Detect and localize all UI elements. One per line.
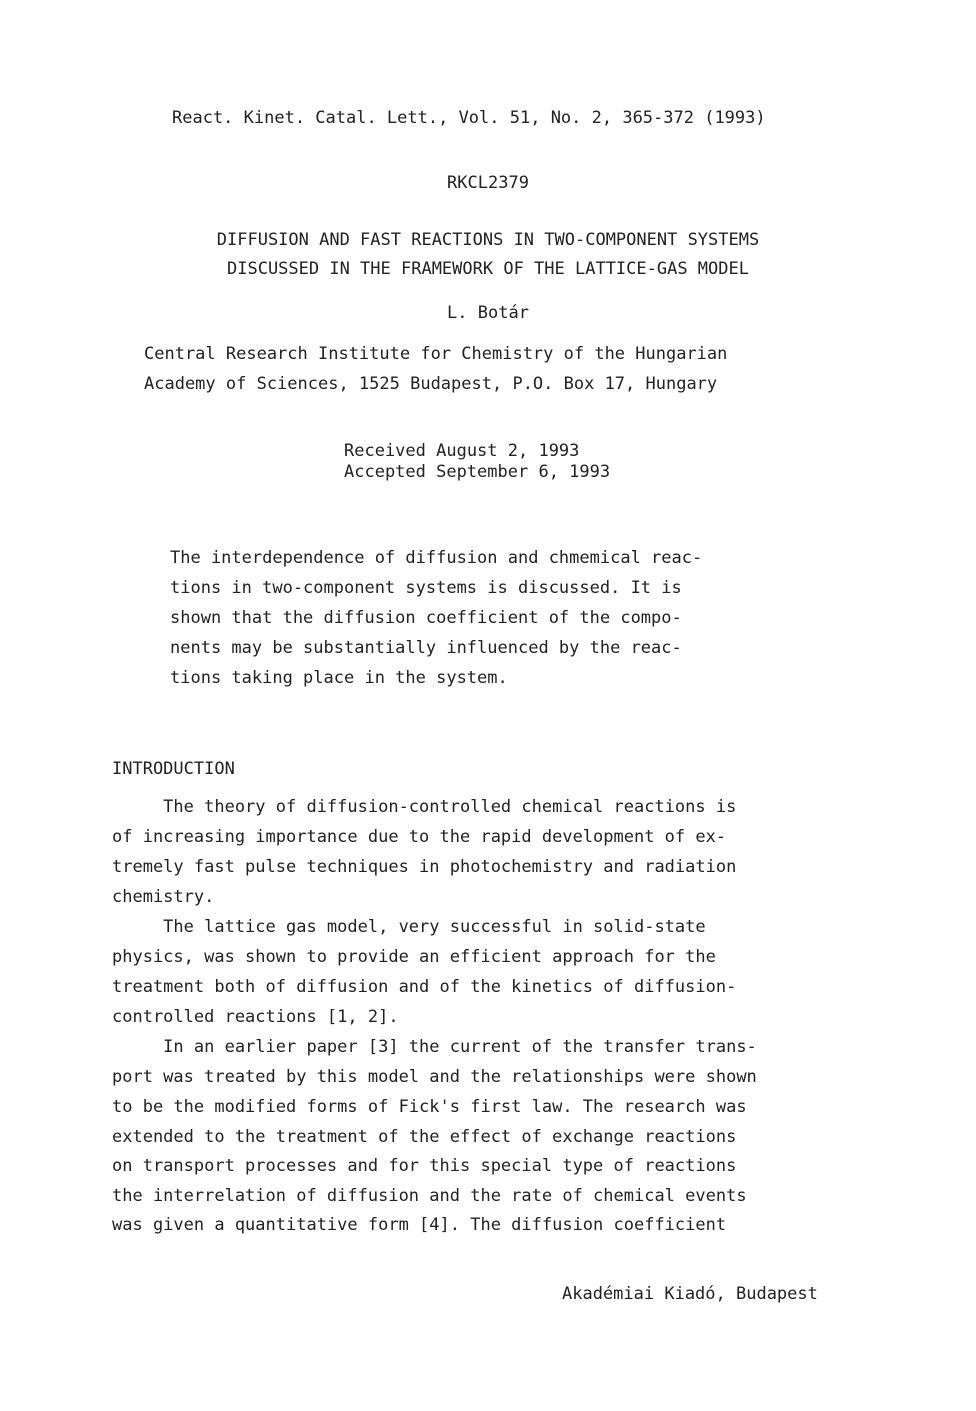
received-date: Received August 2, 1993 bbox=[344, 441, 580, 461]
abstract-line: The interdependence of diffusion and chmemical reac- bbox=[170, 548, 703, 568]
author: L. Botár bbox=[447, 303, 529, 323]
body-line: In an earlier paper [3] the current of the transfer trans- bbox=[112, 1037, 757, 1057]
affiliation-line-2: Academy of Sciences, 1525 Budapest, P.O. Box 17, Hungary bbox=[144, 374, 718, 394]
body-line: The lattice gas model, very successful in solid-state bbox=[112, 917, 706, 937]
body-line: physics, was shown to provide an efficient approach for the bbox=[112, 947, 716, 967]
publisher-footer: Akadémiai Kiadó, Budapest bbox=[562, 1284, 818, 1304]
title-line-1: DIFFUSION AND FAST REACTIONS IN TWO-COMPONENT SYSTEMS bbox=[216, 230, 760, 250]
body-line: to be the modified forms of Fick's first law. The research was bbox=[112, 1097, 747, 1117]
affiliation-line-1: Central Research Institute for Chemistry of the Hungarian bbox=[144, 344, 728, 364]
body-line: treatment both of diffusion and of the kinetics of diffusion- bbox=[112, 977, 737, 997]
body-line: port was treated by this model and the relationships were shown bbox=[112, 1067, 757, 1087]
title-line-2: DISCUSSED IN THE FRAMEWORK OF THE LATTICE-GAS MODEL bbox=[227, 259, 749, 279]
abstract-line: tions taking place in the system. bbox=[170, 668, 508, 688]
abstract-line: tions in two-component systems is discussed. It is bbox=[170, 578, 682, 598]
body-line: chemistry. bbox=[112, 887, 215, 907]
article-code: RKCL2379 bbox=[447, 173, 529, 193]
body-line: tremely fast pulse techniques in photochemistry and radiation bbox=[112, 857, 737, 877]
accepted-date: Accepted September 6, 1993 bbox=[344, 462, 611, 482]
body-line: controlled reactions [1, 2]. bbox=[112, 1007, 399, 1027]
abstract-line: shown that the diffusion coefficient of the compo- bbox=[170, 608, 682, 628]
body-line: of increasing importance due to the rapid development of ex- bbox=[112, 827, 727, 847]
body-line: extended to the treatment of the effect of exchange reactions bbox=[112, 1127, 737, 1147]
body-line: The theory of diffusion-controlled chemical reactions is bbox=[112, 797, 737, 817]
body-line: the interrelation of diffusion and the rate of chemical events bbox=[112, 1186, 747, 1206]
abstract-line: nents may be substantially influenced by the reac- bbox=[170, 638, 682, 658]
body-line: on transport processes and for this special type of reactions bbox=[112, 1156, 737, 1176]
section-heading: INTRODUCTION bbox=[112, 759, 235, 779]
body-line: was given a quantitative form [4]. The diffusion coefficient bbox=[112, 1215, 727, 1235]
journal-citation: React. Kinet. Catal. Lett., Vol. 51, No. 2, 365-372 (1993) bbox=[172, 108, 766, 128]
